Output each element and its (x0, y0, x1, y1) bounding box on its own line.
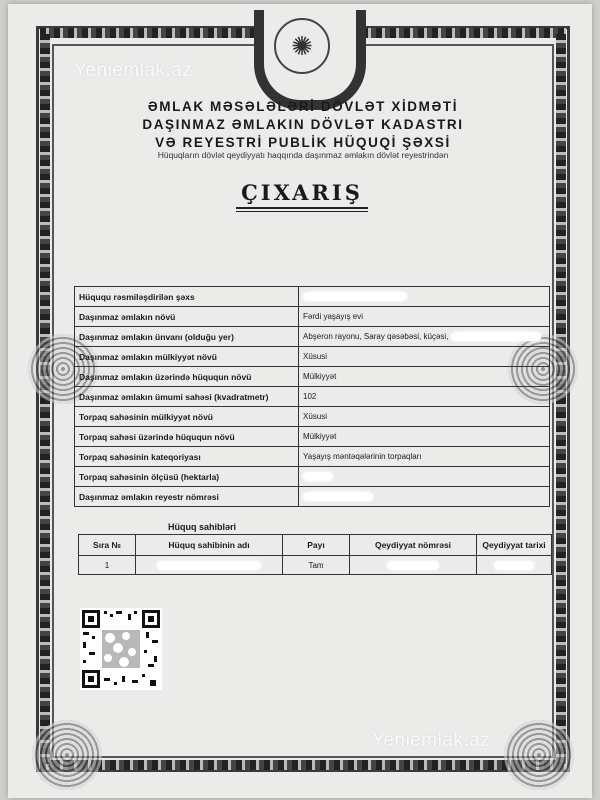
guilloche-rosette-bottom-left (32, 720, 102, 790)
row-label: Torpaq sahəsi üzərində hüququn növü (75, 427, 299, 447)
col-header: Payı (283, 535, 350, 556)
row-label: Torpaq sahəsinin kateqoriyası (75, 447, 299, 467)
table-row (79, 556, 552, 575)
redaction-mark (303, 472, 333, 481)
row-value: Xüsusi (299, 347, 550, 367)
table-row (75, 367, 550, 387)
row-value: Mülkiyyət (299, 427, 550, 447)
table-row (75, 347, 550, 367)
row-label: Daşınmaz əmlakın mülkiyyət növü (75, 347, 299, 367)
row-label: Daşınmaz əmlakın reyestr nömrəsi (75, 487, 299, 507)
table-row (75, 407, 550, 427)
issuer-line-3: VƏ REYESTRİ PUBLİK HÜQUQİ ŞƏXSİ (155, 135, 451, 150)
emblem-frame (254, 10, 366, 110)
row-label: Daşınmaz əmlakın növü (75, 307, 299, 327)
row-value (299, 487, 550, 507)
issuer-heading (68, 98, 538, 152)
table-row (75, 287, 550, 307)
owner-number: 1 (79, 556, 136, 575)
document-sheet (8, 4, 592, 798)
state-emblem-icon: ✺ (274, 18, 330, 74)
title-underline (236, 207, 368, 209)
watermark-bottom: Yeniemlak.az (372, 730, 491, 751)
redaction-mark (303, 492, 373, 501)
row-label: Daşınmaz əmlakın üzərində hüququn növü (75, 367, 299, 387)
property-details-table (74, 286, 550, 507)
redaction-mark (494, 561, 534, 570)
row-value: Abşeron rayonu, Saray qəsəbəsi, küçəsi, (299, 327, 550, 347)
owners-title: Hüquq sahibləri (168, 522, 237, 532)
row-value: Xüsusi (299, 407, 550, 427)
table-row (75, 427, 550, 447)
row-label: Daşınmaz əmlakın ünvanı (olduğu yer) (75, 327, 299, 347)
table-row (75, 447, 550, 467)
owners-table (78, 534, 552, 575)
col-header: Sıra № (79, 535, 136, 556)
table-row (75, 387, 550, 407)
issuer-subtitle: Hüquqların dövlət qeydiyyatı haqqında daşınmaz əmlakın dövlət reyestrindən (157, 150, 449, 160)
table-row (75, 307, 550, 327)
redaction-mark (157, 561, 261, 570)
row-label: Hüququ rəsmiləşdirilən şəxs (75, 287, 299, 307)
row-value: 102 (299, 387, 550, 407)
redaction-mark (451, 332, 541, 341)
title-underline-thin (236, 211, 368, 212)
guilloche-rosette-bottom-right (504, 720, 574, 790)
table-row (75, 487, 550, 507)
row-label: Torpaq sahəsinin mülkiyyət növü (75, 407, 299, 427)
redaction-mark (303, 292, 407, 301)
owners-header-row (79, 535, 552, 556)
watermark-top: Yeniemlak.az (74, 60, 193, 81)
redaction-mark (387, 561, 439, 570)
qr-code-icon (80, 608, 162, 690)
table-row (75, 467, 550, 487)
document-title: ÇIXARIŞ (241, 180, 363, 205)
qr-code-graphic (80, 608, 162, 690)
border-stripe-bottom (40, 760, 566, 770)
issuer-line-1: ƏMLAK MƏSƏLƏLƏRİ DÖVLƏT XİDMƏTİ (147, 99, 459, 114)
col-header: Qeydiyyat nömrəsi (350, 535, 477, 556)
issuer-line-2: DAŞINMAZ ƏMLAKIN DÖVLƏT KADASTRI (142, 117, 464, 132)
owner-name (136, 556, 283, 575)
row-value: Yaşayış məntəqələrinin torpaqları (299, 447, 550, 467)
col-header: Hüquq sahibinin adı (136, 535, 283, 556)
col-header: Qeydiyyat tarixi (477, 535, 552, 556)
owner-reg-date (477, 556, 552, 575)
row-value (299, 287, 550, 307)
table-row (75, 327, 550, 347)
row-value: Fərdi yaşayış evi (299, 307, 550, 327)
owner-reg-number (350, 556, 477, 575)
row-label: Torpaq sahəsinin ölçüsü (hektarla) (75, 467, 299, 487)
owner-share: Tam (283, 556, 350, 575)
row-value: Mülkiyyət (299, 367, 550, 387)
row-value (299, 467, 550, 487)
row-label: Daşınmaz əmlakın ümumi sahəsi (kvadratmetr) (75, 387, 299, 407)
